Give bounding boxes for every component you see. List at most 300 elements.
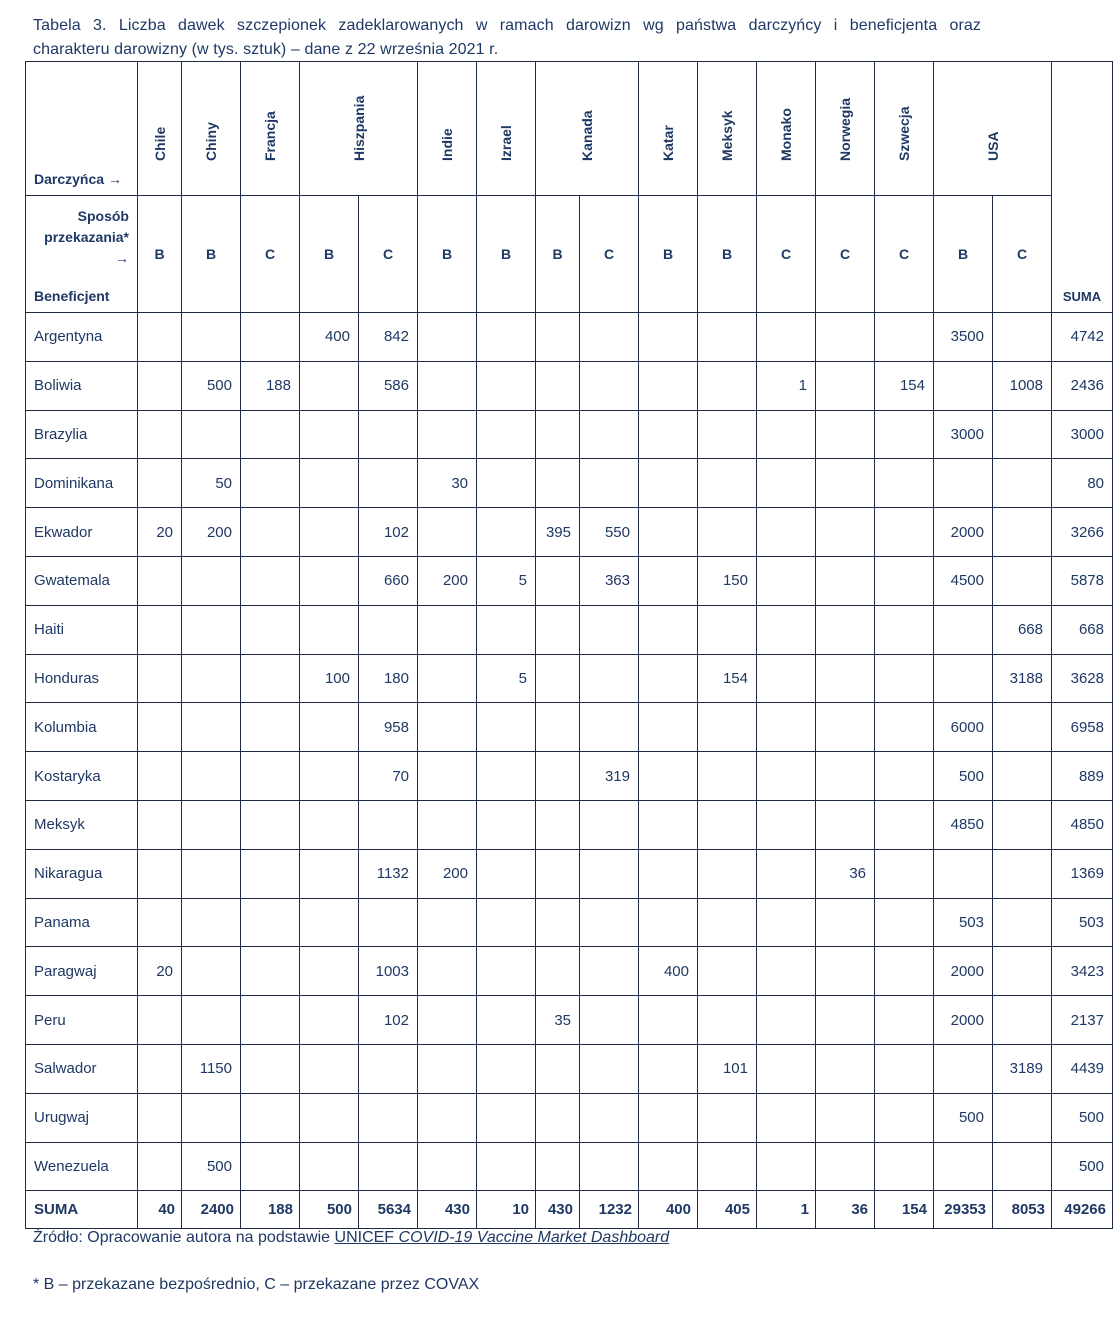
- table-cell: [875, 752, 934, 801]
- table-cell: [757, 996, 816, 1045]
- table-cell: [182, 410, 241, 459]
- table-cell: [875, 508, 934, 557]
- table-cell: 958: [359, 703, 418, 752]
- table-cell: [993, 947, 1052, 996]
- donor-header: [182, 62, 241, 196]
- table-cell: [241, 703, 300, 752]
- table-cell: [418, 898, 477, 947]
- table-cell: [698, 1142, 757, 1191]
- method-corner: [26, 196, 138, 313]
- donor-header: [536, 62, 639, 196]
- table-cell: [993, 703, 1052, 752]
- table-cell: 500: [300, 1191, 359, 1229]
- table-cell: [182, 313, 241, 362]
- table-row: [26, 1142, 1113, 1191]
- table-cell: 36: [816, 849, 875, 898]
- table-cell: [138, 313, 182, 362]
- source-link-plain: UNICEF: [334, 1229, 399, 1246]
- donor-header: [934, 62, 1052, 196]
- table-cell: [934, 849, 993, 898]
- table-cell: [816, 898, 875, 947]
- table-cell: [757, 1142, 816, 1191]
- table-cell: 500: [1052, 1093, 1113, 1142]
- table-cell: 1132: [359, 849, 418, 898]
- table-cell: [241, 313, 300, 362]
- table-cell: 500: [182, 1142, 241, 1191]
- table-cell: [816, 1044, 875, 1093]
- table-cell: [580, 410, 639, 459]
- table-cell: [359, 459, 418, 508]
- table-cell: 1369: [1052, 849, 1113, 898]
- table-cell: [418, 703, 477, 752]
- donor-label: Darczyńca: [34, 171, 105, 187]
- table-cell: [300, 800, 359, 849]
- table-row: [26, 752, 1113, 801]
- table-cell: [418, 947, 477, 996]
- table-cell: [698, 361, 757, 410]
- table-cell: 6000: [934, 703, 993, 752]
- table-cell: [934, 1044, 993, 1093]
- table-cell: 200: [418, 556, 477, 605]
- source-link[interactable]: [335, 1229, 670, 1246]
- table-cell: [300, 849, 359, 898]
- table-cell: [300, 556, 359, 605]
- table-cell: [300, 947, 359, 996]
- table-cell: 3628: [1052, 654, 1113, 703]
- table-cell: [875, 654, 934, 703]
- beneficiary-name: Argentyna: [26, 313, 138, 362]
- table-cell: 2000: [934, 947, 993, 996]
- table-cell: 503: [934, 898, 993, 947]
- table-cell: [182, 1093, 241, 1142]
- table-cell: [300, 1142, 359, 1191]
- table-cell: 80: [1052, 459, 1113, 508]
- table-cell: [757, 1044, 816, 1093]
- table-row: [26, 703, 1113, 752]
- table-cell: [536, 1093, 580, 1142]
- table-cell: 40: [138, 1191, 182, 1229]
- table-cell: [138, 752, 182, 801]
- table-cell: [757, 556, 816, 605]
- table-cell: [359, 898, 418, 947]
- table-cell: [182, 849, 241, 898]
- table-cell: [300, 459, 359, 508]
- donor-name: Chile: [151, 126, 168, 161]
- table-cell: 154: [875, 1191, 934, 1229]
- source-note: [33, 1229, 669, 1247]
- table-cell: [138, 361, 182, 410]
- table-cell: [182, 752, 241, 801]
- table-cell: [418, 654, 477, 703]
- table-cell: [241, 1142, 300, 1191]
- table-cell: 102: [359, 508, 418, 557]
- table-cell: [875, 947, 934, 996]
- table-cell: 1150: [182, 1044, 241, 1093]
- table-cell: [241, 996, 300, 1045]
- table-cell: 2000: [934, 508, 993, 557]
- method-code: C: [816, 196, 875, 313]
- table-cell: [875, 459, 934, 508]
- table-cell: 2436: [1052, 361, 1113, 410]
- table-cell: 2000: [934, 996, 993, 1045]
- table-cell: 70: [359, 752, 418, 801]
- beneficiary-name: SUMA: [26, 1191, 138, 1229]
- table-cell: [993, 752, 1052, 801]
- table-cell: [580, 1093, 639, 1142]
- table-cell: [816, 605, 875, 654]
- table-cell: [138, 800, 182, 849]
- table-cell: [138, 605, 182, 654]
- table-cell: 200: [182, 508, 241, 557]
- table-cell: [477, 410, 536, 459]
- table-cell: [138, 849, 182, 898]
- table-cell: [477, 1044, 536, 1093]
- method-label-line1: Sposób: [77, 208, 129, 224]
- table-cell: [639, 752, 698, 801]
- method-code: B: [934, 196, 993, 313]
- table-cell: [300, 410, 359, 459]
- table-cell: [639, 1093, 698, 1142]
- table-cell: 6958: [1052, 703, 1113, 752]
- method-code: C: [359, 196, 418, 313]
- table-cell: 889: [1052, 752, 1113, 801]
- table-cell: [993, 996, 1052, 1045]
- table-cell: [757, 849, 816, 898]
- table-cell: [875, 898, 934, 947]
- table-cell: [300, 361, 359, 410]
- table-cell: 4850: [934, 800, 993, 849]
- table-cell: [993, 459, 1052, 508]
- donor-name: Francja: [262, 111, 278, 161]
- table-cell: [241, 849, 300, 898]
- table-cell: [477, 313, 536, 362]
- beneficiary-label: Beneficjent: [34, 288, 110, 304]
- table-cell: [536, 800, 580, 849]
- donor-name: Katar: [660, 125, 676, 161]
- table-cell: [300, 1093, 359, 1142]
- table-cell: 668: [993, 605, 1052, 654]
- table-cell: [993, 1093, 1052, 1142]
- table-cell: [875, 703, 934, 752]
- table-cell: 319: [580, 752, 639, 801]
- table-cell: [477, 849, 536, 898]
- beneficiary-name: Salwador: [26, 1044, 138, 1093]
- table-cell: 4850: [1052, 800, 1113, 849]
- table-cell: 180: [359, 654, 418, 703]
- table-cell: 20: [138, 508, 182, 557]
- table-cell: [757, 313, 816, 362]
- table-cell: 10: [477, 1191, 536, 1229]
- table-cell: [536, 1142, 580, 1191]
- donor-name: Monako: [778, 108, 794, 161]
- table-cell: 3000: [934, 410, 993, 459]
- table-cell: 3266: [1052, 508, 1113, 557]
- table-cell: [477, 1142, 536, 1191]
- table-cell: [580, 459, 639, 508]
- beneficiary-name: Dominikana: [26, 459, 138, 508]
- table-cell: 2400: [182, 1191, 241, 1229]
- table-cell: [418, 605, 477, 654]
- table-cell: [138, 1044, 182, 1093]
- table-cell: [698, 947, 757, 996]
- table-cell: [816, 361, 875, 410]
- table-cell: [241, 898, 300, 947]
- beneficiary-name: Ekwador: [26, 508, 138, 557]
- beneficiary-name: Panama: [26, 898, 138, 947]
- beneficiary-name: Honduras: [26, 654, 138, 703]
- method-code: B: [182, 196, 241, 313]
- table-cell: [477, 1093, 536, 1142]
- table-cell: [875, 849, 934, 898]
- donor-name: Chiny: [203, 122, 219, 161]
- right-arrow-icon: →: [115, 250, 129, 266]
- table-cell: 1008: [993, 361, 1052, 410]
- table-cell: [639, 849, 698, 898]
- table-cell: [477, 996, 536, 1045]
- table-cell: [580, 996, 639, 1045]
- beneficiary-name: Meksyk: [26, 800, 138, 849]
- table-cell: [993, 898, 1052, 947]
- table-cell: [300, 508, 359, 557]
- table-cell: [580, 898, 639, 947]
- table-cell: [993, 849, 1052, 898]
- table-cell: [816, 996, 875, 1045]
- table-cell: [639, 459, 698, 508]
- table-cell: 188: [241, 361, 300, 410]
- table-cell: [639, 410, 698, 459]
- method-code: B: [536, 196, 580, 313]
- table-cell: [359, 1093, 418, 1142]
- donor-name: Meksyk: [719, 110, 735, 161]
- table-cell: 150: [698, 556, 757, 605]
- table-cell: [241, 1093, 300, 1142]
- table-cell: [934, 1142, 993, 1191]
- table-cell: 405: [698, 1191, 757, 1229]
- table-cell: [875, 605, 934, 654]
- table-cell: [875, 1142, 934, 1191]
- beneficiary-name: Paragwaj: [26, 947, 138, 996]
- table-cell: [241, 654, 300, 703]
- table-cell: [138, 703, 182, 752]
- table-cell: [241, 459, 300, 508]
- table-row: [26, 313, 1113, 362]
- table-cell: [639, 800, 698, 849]
- table-cell: 4439: [1052, 1044, 1113, 1093]
- table-row: [26, 996, 1113, 1045]
- table-cell: [580, 605, 639, 654]
- table-cell: [477, 800, 536, 849]
- table-cell: [138, 410, 182, 459]
- table-cell: [580, 313, 639, 362]
- table-cell: 30: [418, 459, 477, 508]
- table-cell: 500: [1052, 1142, 1113, 1191]
- method-header-row: [26, 196, 1113, 313]
- table-cell: [639, 556, 698, 605]
- table-cell: 586: [359, 361, 418, 410]
- table-cell: [359, 605, 418, 654]
- table-row: [26, 1093, 1113, 1142]
- table-body: [26, 313, 1113, 1229]
- table-cell: 2137: [1052, 996, 1113, 1045]
- table-cell: [934, 459, 993, 508]
- table-cell: [359, 800, 418, 849]
- table-cell: 660: [359, 556, 418, 605]
- right-arrow-icon: →: [107, 171, 122, 187]
- caption-line-1: Tabela 3. Liczba dawek szczepionek zadeklarowanych w ramach darowizn wg państwa darczyńcy i beneficjenta oraz: [33, 17, 981, 34]
- table-cell: [300, 703, 359, 752]
- table-cell: [418, 800, 477, 849]
- table-row: [26, 849, 1113, 898]
- table-cell: [182, 800, 241, 849]
- table-cell: [536, 459, 580, 508]
- table-cell: [757, 410, 816, 459]
- table-cell: [816, 313, 875, 362]
- table-cell: 50: [182, 459, 241, 508]
- table-cell: [875, 800, 934, 849]
- table-cell: [241, 556, 300, 605]
- table-cell: [418, 1044, 477, 1093]
- table-cell: 154: [698, 654, 757, 703]
- table-cell: 102: [359, 996, 418, 1045]
- table-cell: 1003: [359, 947, 418, 996]
- table-cell: [757, 703, 816, 752]
- table-cell: 500: [934, 1093, 993, 1142]
- table-row: [26, 605, 1113, 654]
- table-cell: [477, 605, 536, 654]
- table-cell: [757, 800, 816, 849]
- table-cell: [757, 459, 816, 508]
- method-code: B: [418, 196, 477, 313]
- table-cell: 5: [477, 654, 536, 703]
- table-cell: 36: [816, 1191, 875, 1229]
- table-cell: [993, 313, 1052, 362]
- table-cell: [875, 410, 934, 459]
- table-cell: [477, 752, 536, 801]
- donor-corner: [26, 62, 138, 196]
- donor-header: [138, 62, 182, 196]
- table-cell: 1232: [580, 1191, 639, 1229]
- table-cell: [875, 313, 934, 362]
- table-cell: [639, 313, 698, 362]
- table-cell: 400: [639, 1191, 698, 1229]
- table-cell: [639, 508, 698, 557]
- method-code: B: [639, 196, 698, 313]
- table-cell: 363: [580, 556, 639, 605]
- table-cell: [816, 800, 875, 849]
- table-cell: [816, 508, 875, 557]
- table-cell: 154: [875, 361, 934, 410]
- table-cell: [300, 898, 359, 947]
- footnote: * B – przekazane bezpośrednio, C – przekazane przez COVAX: [33, 1276, 480, 1293]
- table-cell: [182, 556, 241, 605]
- table-cell: [536, 361, 580, 410]
- table-cell: 3189: [993, 1044, 1052, 1093]
- table-cell: [757, 654, 816, 703]
- table-cell: [138, 1142, 182, 1191]
- table-cell: 500: [934, 752, 993, 801]
- table-cell: [816, 410, 875, 459]
- table-cell: [536, 752, 580, 801]
- method-code: B: [138, 196, 182, 313]
- beneficiary-name: Brazylia: [26, 410, 138, 459]
- table-cell: 8053: [993, 1191, 1052, 1229]
- table-cell: 3500: [934, 313, 993, 362]
- table-cell: 400: [300, 313, 359, 362]
- table-cell: [580, 361, 639, 410]
- table-cell: [138, 898, 182, 947]
- table-cell: [698, 410, 757, 459]
- table-row: [26, 654, 1113, 703]
- beneficiary-name: Kolumbia: [26, 703, 138, 752]
- method-code: B: [300, 196, 359, 313]
- table-cell: 4500: [934, 556, 993, 605]
- source-link-italic: COVID-19 Vaccine Market Dashboard: [398, 1229, 670, 1246]
- table-cell: [182, 605, 241, 654]
- method-code: C: [757, 196, 816, 313]
- table-row: [26, 459, 1113, 508]
- method-code: B: [477, 196, 536, 313]
- table-cell: [580, 1142, 639, 1191]
- donor-name: Szwecja: [896, 106, 912, 161]
- table-cell: [993, 410, 1052, 459]
- table-cell: [698, 1093, 757, 1142]
- table-cell: [639, 605, 698, 654]
- method-code: C: [993, 196, 1052, 313]
- donor-name: Indie: [439, 128, 455, 161]
- table-row: [26, 898, 1113, 947]
- table-cell: [698, 752, 757, 801]
- table-cell: 101: [698, 1044, 757, 1093]
- source-prefix: Źródło: Opracowanie autora na podstawie: [33, 1229, 335, 1246]
- table-cell: [639, 1142, 698, 1191]
- table-cell: 3423: [1052, 947, 1113, 996]
- table-cell: [993, 800, 1052, 849]
- method-code: C: [241, 196, 300, 313]
- method-code: C: [580, 196, 639, 313]
- donor-name: Hiszpania: [350, 95, 367, 161]
- donor-header: [816, 62, 875, 196]
- sum-row: [26, 1191, 1113, 1229]
- table-cell: [300, 1044, 359, 1093]
- method-code: B: [698, 196, 757, 313]
- table-cell: [182, 947, 241, 996]
- table-cell: [993, 556, 1052, 605]
- table-cell: [477, 898, 536, 947]
- table-cell: [418, 508, 477, 557]
- table-row: [26, 556, 1113, 605]
- table-cell: [875, 1044, 934, 1093]
- table-cell: [359, 410, 418, 459]
- table-cell: [816, 556, 875, 605]
- table-cell: [639, 361, 698, 410]
- beneficiary-name: Boliwia: [26, 361, 138, 410]
- table-cell: [580, 654, 639, 703]
- table-cell: [580, 703, 639, 752]
- table-cell: [698, 605, 757, 654]
- table-cell: [138, 459, 182, 508]
- table-cell: [698, 849, 757, 898]
- table-cell: [536, 1044, 580, 1093]
- beneficiary-name: Peru: [26, 996, 138, 1045]
- table-cell: [816, 1142, 875, 1191]
- table-cell: [698, 800, 757, 849]
- table-cell: 430: [418, 1191, 477, 1229]
- beneficiary-name: Haiti: [26, 605, 138, 654]
- table-cell: [241, 752, 300, 801]
- table-cell: [536, 556, 580, 605]
- table-cell: [580, 800, 639, 849]
- table-row: [26, 508, 1113, 557]
